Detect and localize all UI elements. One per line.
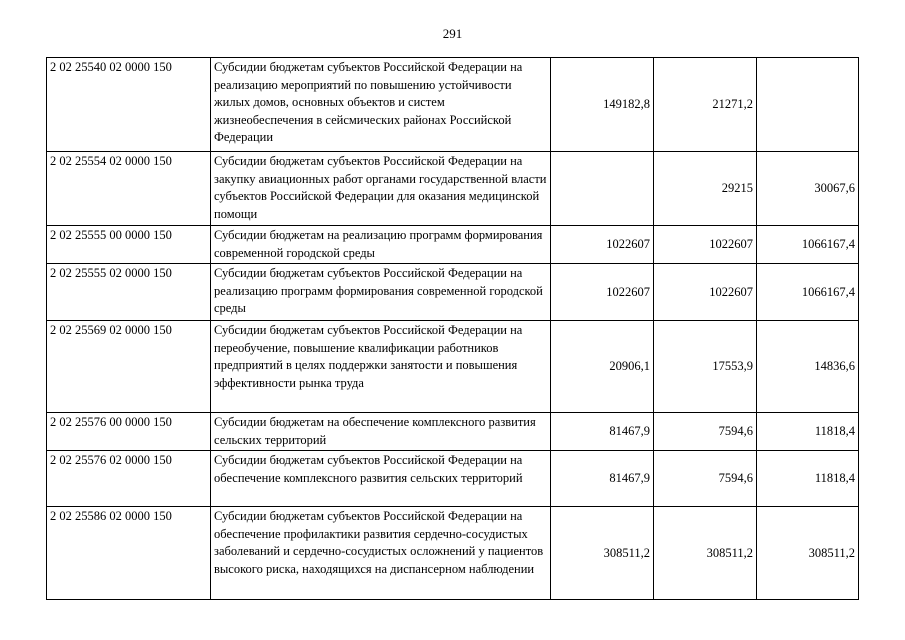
table-row — [47, 226, 859, 264]
amount-cell-2: 308511,2 — [654, 507, 757, 600]
amount-cell-2: 7594,6 — [654, 451, 757, 507]
budget-code-cell: 2 02 25540 02 0000 150 — [47, 58, 211, 152]
description-cell: Субсидии бюджетам субъектов Российской Федерации на обеспечение комплексного развития сельских территорий — [211, 451, 551, 507]
budget-code-cell: 2 02 25576 00 0000 150 — [47, 413, 211, 451]
amount-cell-1: 149182,8 — [551, 58, 654, 152]
amount-cell-3: 1066167,4 — [757, 226, 859, 264]
description-cell: Субсидии бюджетам на реализацию программ формирования современной городской среды — [211, 226, 551, 264]
budget-code-cell: 2 02 25555 00 0000 150 — [47, 226, 211, 264]
description-cell: Субсидии бюджетам субъектов Российской Федерации на реализацию мероприятий по повышению устойчивости жилых домов, основных объектов и систем жизнеобеспечения в сейсмических районах Российской Федерации — [211, 58, 551, 152]
table-row — [47, 264, 859, 321]
amount-cell-1: 20906,1 — [551, 321, 654, 413]
budget-code-cell: 2 02 25555 02 0000 150 — [47, 264, 211, 321]
table-row — [47, 413, 859, 451]
budget-code-cell: 2 02 25569 02 0000 150 — [47, 321, 211, 413]
amount-cell-2: 7594,6 — [654, 413, 757, 451]
amount-cell-1: 1022607 — [551, 264, 654, 321]
amount-cell-2: 1022607 — [654, 226, 757, 264]
amount-cell-3 — [757, 58, 859, 152]
table-row — [47, 152, 859, 226]
description-cell: Субсидии бюджетам на обеспечение комплексного развития сельских территорий — [211, 413, 551, 451]
amount-cell-3: 1066167,4 — [757, 264, 859, 321]
table-row — [47, 507, 859, 600]
amount-cell-1 — [551, 152, 654, 226]
page-number: 291 — [442, 26, 463, 41]
table-row — [47, 58, 859, 152]
amount-cell-1: 1022607 — [551, 226, 654, 264]
description-cell: Субсидии бюджетам субъектов Российской Федерации на реализацию программ формирования современной городской среды — [211, 264, 551, 321]
table-row — [47, 321, 859, 413]
amount-cell-1: 308511,2 — [551, 507, 654, 600]
amount-cell-2: 21271,2 — [654, 58, 757, 152]
amount-cell-2: 29215 — [654, 152, 757, 226]
description-cell: Субсидии бюджетам субъектов Российской Федерации на закупку авиационных работ органами государственной власти субъектов Российской Федерации для оказания медицинской помощи — [211, 152, 551, 226]
description-cell: Субсидии бюджетам субъектов Российской Федерации на переобучение, повышение квалификации работников предприятий в целях поддержки занятости и повышения эффективности рынка труда — [211, 321, 551, 413]
amount-cell-2: 17553,9 — [654, 321, 757, 413]
amount-cell-3: 308511,2 — [757, 507, 859, 600]
amount-cell-3: 11818,4 — [757, 413, 859, 451]
amount-cell-1: 81467,9 — [551, 451, 654, 507]
amount-cell-3: 14836,6 — [757, 321, 859, 413]
budget-table — [46, 57, 859, 600]
budget-code-cell: 2 02 25554 02 0000 150 — [47, 152, 211, 226]
amount-cell-2: 1022607 — [654, 264, 757, 321]
budget-code-cell: 2 02 25586 02 0000 150 — [47, 507, 211, 600]
table-row — [47, 451, 859, 507]
budget-code-cell: 2 02 25576 02 0000 150 — [47, 451, 211, 507]
description-cell: Субсидии бюджетам субъектов Российской Федерации на обеспечение профилактики развития сердечно-сосудистых заболеваний и сердечно-сосудистых осложнений у пациентов высокого риска, находящихся на диспансерном наблюдении — [211, 507, 551, 600]
amount-cell-3: 30067,6 — [757, 152, 859, 226]
amount-cell-1: 81467,9 — [551, 413, 654, 451]
amount-cell-3: 11818,4 — [757, 451, 859, 507]
